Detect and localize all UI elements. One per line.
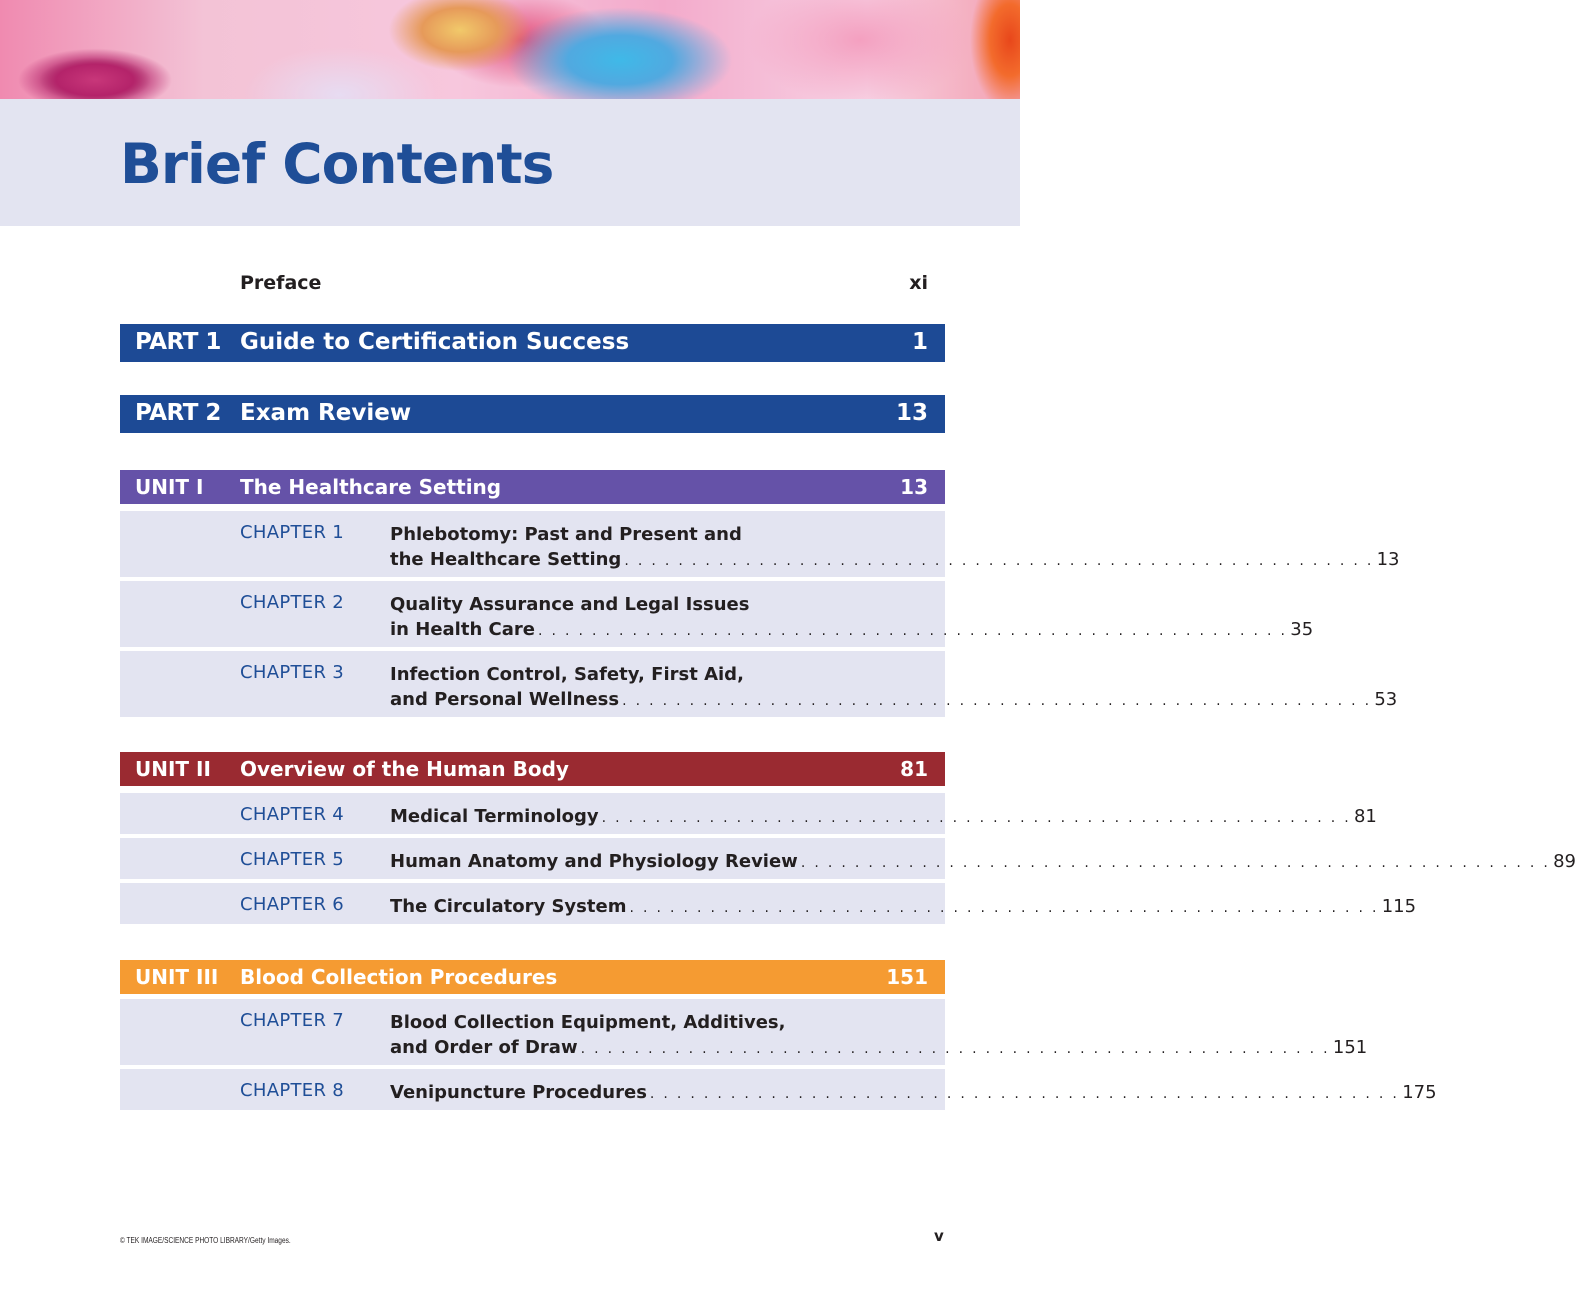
chapter-title-line1: Phlebotomy: Past and Present and	[390, 524, 742, 545]
unit-name: Overview of the Human Body	[240, 757, 569, 781]
chapter-4-entry	[120, 793, 1377, 834]
chapter-number: CHAPTER 1	[240, 522, 345, 543]
dot-leader: . . . . . . . . . . . . . . . . . . . . . . . . . . . . . . . . . . . . . . . . . . . . . . . . . . . . . . . .	[649, 1086, 1400, 1102]
page-number: v	[934, 1227, 944, 1245]
chapter-title	[390, 804, 1377, 831]
part-name: Guide to Certification Success	[240, 329, 630, 355]
chapter-title-line2: in Health Care	[390, 619, 535, 640]
header-photo	[0, 0, 1020, 99]
chapter-1-entry	[120, 511, 1400, 577]
part-page: 1	[911, 329, 928, 355]
unit-page: 81	[900, 757, 928, 781]
dot-leader: . . . . . . . . . . . . . . . . . . . . . . . . . . . . . . . . . . . . . . . . . . . . . . . . . . . . . . . .	[601, 810, 1351, 826]
chapter-title-line2: Venipuncture Procedures	[390, 1082, 647, 1103]
chapter-number: CHAPTER 2	[240, 592, 345, 613]
chapter-title	[390, 894, 1417, 921]
unit-1-bar	[120, 470, 945, 504]
chapter-number: CHAPTER 5	[240, 849, 345, 870]
chapter-number: CHAPTER 6	[240, 894, 345, 915]
chapter-title-line1: Blood Collection Equipment, Additives,	[390, 1012, 786, 1033]
unit-tag: UNIT I	[135, 475, 204, 499]
unit-tag: UNIT II	[135, 757, 211, 781]
chapter-5-entry	[120, 838, 1576, 879]
part-2-bar	[120, 395, 945, 433]
unit-name: The Healthcare Setting	[240, 475, 502, 499]
chapter-title-line1: Infection Control, Safety, First Aid,	[390, 664, 744, 685]
chapter-2-entry	[120, 581, 1314, 647]
preface-entry	[120, 268, 945, 302]
part-tag: PART 1	[135, 329, 221, 355]
chapter-title-line2: the Healthcare Setting	[390, 549, 622, 570]
dot-leader: . . . . . . . . . . . . . . . . . . . . . . . . . . . . . . . . . . . . . . . . . . . . . . . . . . . . . . . .	[622, 693, 1372, 709]
page-title: Brief Contents	[120, 132, 554, 196]
unit-page: 151	[886, 965, 928, 989]
unit-name: Blood Collection Procedures	[240, 965, 558, 989]
chapter-page: 53	[1374, 689, 1398, 710]
chapter-8-entry	[120, 1069, 1437, 1110]
unit-2-bar	[120, 752, 945, 786]
dot-leader: . . . . . . . . . . . . . . . . . . . . . . . . . . . . . . . . . . . . . . . . . . . . . . . . . . . . . . . .	[624, 553, 1374, 569]
chapter-title	[390, 849, 1576, 876]
chapter-title	[390, 592, 1314, 644]
part-name: Exam Review	[240, 400, 412, 426]
dot-leader: . . . . . . . . . . . . . . . . . . . . . . . . . . . . . . . . . . . . . . . . . . . . . . . . . . . . . . . .	[800, 855, 1551, 871]
chapter-3-entry	[120, 651, 1398, 717]
preface-label: Preface	[240, 272, 322, 294]
part-page: 13	[895, 400, 928, 426]
chapter-title-line2: The Circulatory System	[390, 896, 627, 917]
chapter-6-entry	[120, 883, 1417, 924]
chapter-number: CHAPTER 3	[240, 662, 345, 683]
photo-credit: © TEK IMAGE/SCIENCE PHOTO LIBRARY/Getty Images.	[120, 1236, 291, 1245]
chapter-page: 115	[1381, 896, 1417, 917]
chapter-title-line2: and Order of Draw	[390, 1037, 578, 1058]
chapter-7-entry	[120, 999, 1368, 1065]
unit-tag: UNIT III	[135, 965, 219, 989]
chapter-title-line2: Medical Terminology	[390, 806, 599, 827]
chapter-title	[390, 1010, 1368, 1062]
part-tag: PART 2	[135, 400, 221, 426]
dot-leader: . . . . . . . . . . . . . . . . . . . . . . . . . . . . . . . . . . . . . . . . . . . . . . . . . . . . . . . .	[537, 623, 1288, 639]
chapter-number: CHAPTER 7	[240, 1010, 345, 1031]
chapter-page: 89	[1553, 851, 1576, 872]
chapter-title-line1: Quality Assurance and Legal Issues	[390, 594, 750, 615]
chapter-title-line2: Human Anatomy and Physiology Review	[390, 851, 798, 872]
unit-page: 13	[900, 475, 928, 499]
chapter-page: 175	[1402, 1082, 1437, 1103]
chapter-page: 151	[1332, 1037, 1368, 1058]
chapter-page: 81	[1353, 806, 1377, 827]
chapter-title	[390, 1080, 1437, 1107]
chapter-number: CHAPTER 8	[240, 1080, 345, 1101]
chapter-page: 13	[1376, 549, 1400, 570]
preface-page: xi	[909, 272, 928, 294]
chapter-title	[390, 522, 1400, 574]
dot-leader: . . . . . . . . . . . . . . . . . . . . . . . . . . . . . . . . . . . . . . . . . . . . . . . . . . . . . . . .	[580, 1041, 1330, 1057]
dot-leader: . . . . . . . . . . . . . . . . . . . . . . . . . . . . . . . . . . . . . . . . . . . . . . . . . . . . . . . .	[629, 900, 1379, 916]
unit-3-bar	[120, 960, 945, 994]
chapter-title-line2: and Personal Wellness	[390, 689, 620, 710]
chapter-number: CHAPTER 4	[240, 804, 345, 825]
part-1-bar	[120, 324, 945, 362]
chapter-title	[390, 662, 1398, 714]
chapter-page: 35	[1290, 619, 1314, 640]
